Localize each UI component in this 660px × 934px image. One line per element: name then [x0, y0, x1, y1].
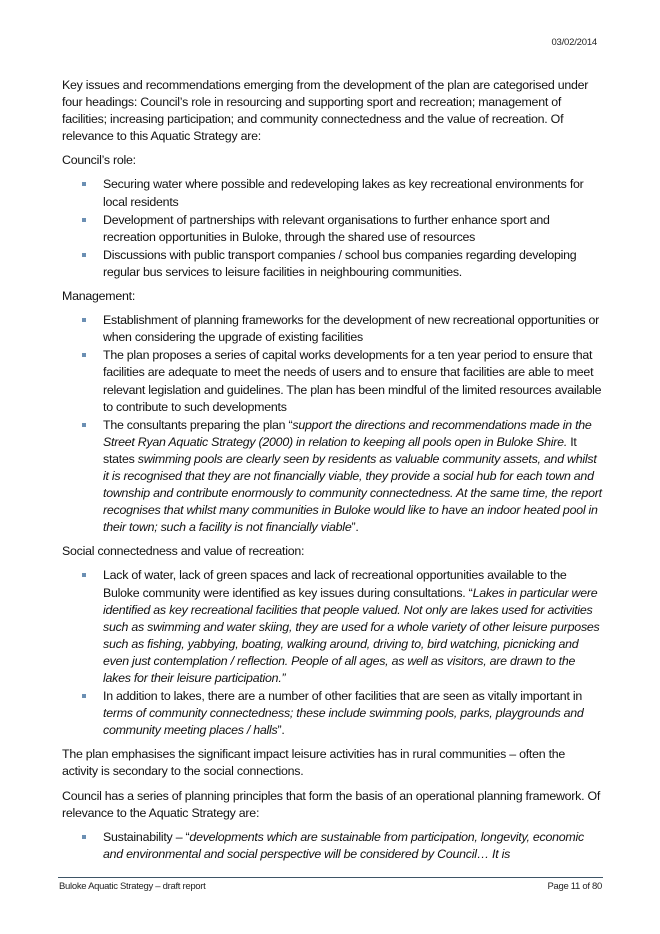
square-bullet-icon [82, 835, 86, 839]
quoted-text: developments which are sustainable from participation, longevity, economic and environmental and social perspective will be considered by Council… It is [103, 829, 584, 861]
list-item [103, 212, 602, 246]
item-text: Discussions with public transport companies / school bus companies regarding developing regular bus services to leisure facilities in neighbouring communities. [103, 247, 577, 279]
square-bullet-icon [82, 573, 86, 577]
item-text: ”. [277, 723, 285, 738]
item-text: The consultants preparing the plan “ [103, 417, 293, 432]
item-text: Lack of water, lack of green spaces and lack of recreational opportunities available to the Buloke community were identified as key issues during consultations. “ [103, 568, 567, 600]
item-text: Sustainability – “ [103, 829, 190, 844]
intro-paragraph: Key issues and recommendations emerging from the development of the plan are categorised under four headings: Council’s role in resourcing and supporting sport and recreation; management of facilities; increasing participation; and community connectedness and the value of recreation. Of relevance to this Aquatic Strategy are: [62, 78, 589, 144]
item-text: ”. [351, 520, 359, 535]
quoted-text: terms of community connectedness; these include swimming pools, parks, playgrounds and community meeting places / halls [103, 706, 584, 738]
item-text: It states [103, 434, 577, 466]
section-heading-councils-role: Council’s role: [62, 153, 136, 168]
item-text: Establishment of planning frameworks for the development of new recreational opportunities or when considering the upgrade of existing facilities [103, 313, 600, 345]
list-item [103, 312, 602, 346]
item-text: Securing water where possible and redeveloping lakes as key recreational environments for local residents [103, 177, 584, 209]
header-date: 03/02/2014 [551, 37, 597, 48]
document-body [62, 77, 602, 870]
square-bullet-icon [82, 694, 86, 698]
square-bullet-icon [82, 182, 86, 186]
list-item [103, 567, 602, 687]
list-item [103, 247, 602, 281]
principles-list [62, 829, 602, 863]
item-text: The plan proposes a series of capital works developments for a ten year period to ensure that facilities are adequate to meet the needs of users and to ensure that facilities are able to meet relevant legislation and guidelines. The plan has been mindful of the limited resources available to contribute to such developments [103, 348, 602, 414]
item-text: Development of partnerships with relevant organisations to further enhance sport and recreation opportunities in Buloke, through the shared use of resources [103, 212, 550, 244]
list-item [103, 347, 602, 415]
emphasis-paragraph: The plan emphasises the significant impact leisure activities has in rural communities – often the activity is secondary to the social connections. [62, 747, 566, 779]
quoted-text: swimming pools are clearly seen by residents as valuable community assets, and whilst it is recognised that they are not financially viable, they provide a social hub for each town and township and contribute enormously to community connectedness. At the same time, the report recognises that whilst many communities in Buloke would like to have an indoor heated pool in their town; such a facility is not financially viable [103, 451, 602, 535]
footer-page-number: Page 11 of 80 [547, 881, 602, 892]
square-bullet-icon [82, 423, 86, 427]
square-bullet-icon [82, 253, 86, 257]
principles-paragraph: Council has a series of planning principles that form the basis of an operational planning framework. Of relevance to the Aquatic Strategy are: [62, 788, 601, 820]
social-connectedness-list [62, 567, 602, 739]
square-bullet-icon [82, 218, 86, 222]
councils-role-list [62, 176, 602, 281]
management-list [62, 312, 602, 536]
section-heading-social-connectedness: Social connectedness and value of recreation: [62, 544, 305, 559]
item-text: In addition to lakes, there are a number of other facilities that are seen as vitally important in [103, 689, 582, 704]
quoted-text: Lakes in particular were identified as key recreational facilities that people valued. Not only are lakes used for activities such as swimming and water skiing, they are used for a whole variety of other leisure purposes such as fishing, yabbying, boating, walking around, driving to, bird watching, picnicking and even just contemplation / reflection. People of all ages, as well as visitors, are drawn to the lakes for their leisure participation.” [103, 585, 600, 685]
square-bullet-icon [82, 353, 86, 357]
list-item [103, 829, 602, 863]
quoted-text: support the directions and recommendations made in the Street Ryan Aquatic Strategy (2000) in relation to keeping all pools open in Buloke Shire. [103, 417, 592, 449]
section-heading-management: Management: [62, 289, 136, 304]
square-bullet-icon [82, 318, 86, 322]
footer-divider [58, 877, 603, 878]
list-item [103, 417, 602, 537]
list-item [103, 176, 602, 210]
footer-title: Buloke Aquatic Strategy – draft report [59, 881, 206, 892]
list-item [103, 688, 602, 739]
